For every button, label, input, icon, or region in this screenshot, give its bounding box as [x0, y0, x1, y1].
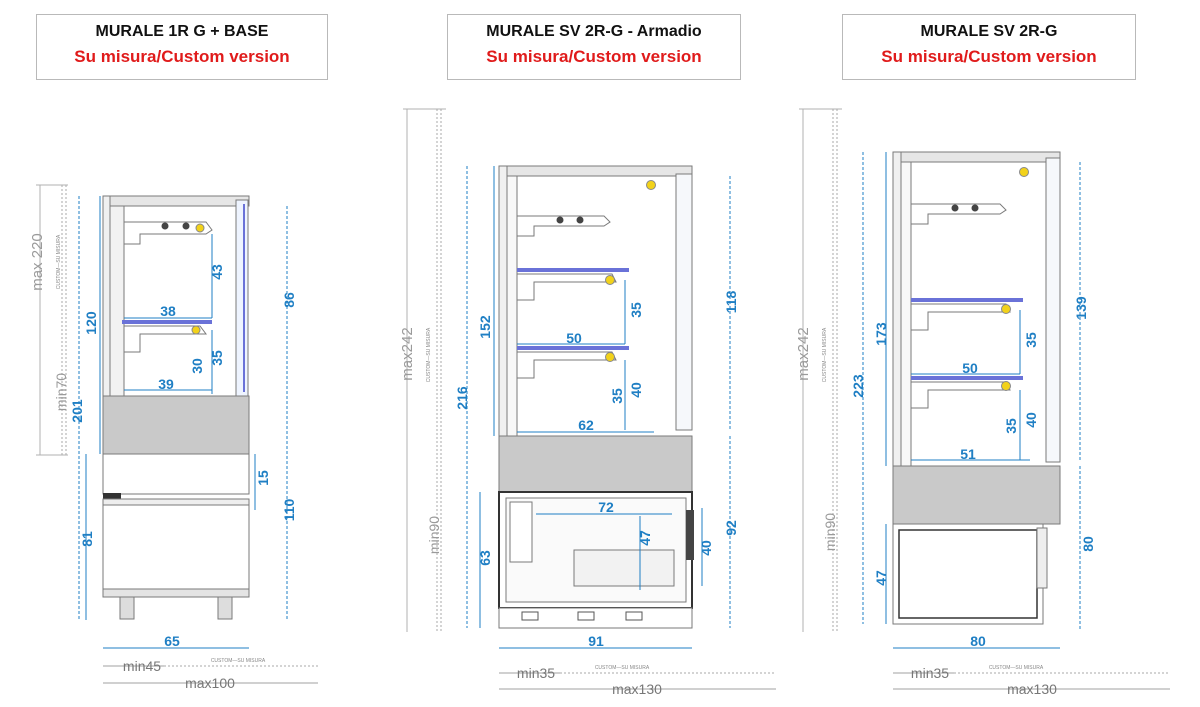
min-height-label: min70 — [53, 372, 69, 412]
dim-43: 43 — [209, 264, 225, 280]
lamp-icon — [1002, 305, 1011, 314]
dim-35: 35 — [209, 350, 225, 366]
dim-40: 40 — [1023, 412, 1039, 428]
lamp-fixture — [183, 223, 190, 230]
shelf-bracket — [517, 352, 616, 378]
stand-leg — [120, 597, 134, 619]
min-height-label: min90 — [822, 512, 838, 552]
door-handle — [686, 510, 694, 560]
custom-horizontal-label: CUSTOM—SU MISURA — [210, 658, 266, 664]
cabinet-side — [893, 152, 901, 466]
stand-shelf — [103, 499, 249, 505]
custom-vertical-label: CUSTOM—SU MISURA — [822, 327, 828, 383]
front-glass — [236, 200, 248, 396]
min-width-label: min35 — [516, 665, 556, 681]
cabinet-back — [901, 162, 911, 466]
compressor-unit — [574, 550, 674, 586]
dim-65: 65 — [164, 633, 180, 649]
panel-2-title: MURALE SV 2R-G - Armadio — [486, 23, 702, 40]
plinth-foot — [578, 612, 594, 620]
stand-leg — [218, 597, 232, 619]
dim-80-width: 80 — [970, 633, 986, 649]
plinth-foot — [522, 612, 538, 620]
panel-1-subtitle: Su misura/Custom version — [74, 47, 290, 66]
dim-35b: 35 — [609, 388, 625, 404]
dim-40b: 40 — [698, 540, 714, 556]
cabinet-back — [110, 206, 124, 396]
shelf-bracket — [911, 304, 1010, 330]
dim-152: 152 — [477, 315, 493, 339]
dim-35a: 35 — [1023, 332, 1039, 348]
dim-81: 81 — [79, 531, 95, 547]
dim-91: 91 — [588, 633, 604, 649]
front-glass — [676, 174, 692, 430]
dim-63: 63 — [477, 550, 493, 566]
cabinet-top — [103, 196, 249, 206]
dim-92: 92 — [723, 520, 739, 536]
dim-118: 118 — [723, 290, 739, 314]
panel-3-drawing — [795, 109, 1170, 697]
stand-box — [103, 505, 249, 595]
lamp-fixture — [577, 217, 584, 224]
dim-139: 139 — [1073, 296, 1089, 320]
panel-1-drawing — [29, 185, 318, 691]
dim-40: 40 — [628, 382, 644, 398]
dim-51: 51 — [960, 446, 976, 462]
panel-3-subtitle: Su misura/Custom version — [881, 47, 1097, 66]
min-width-label: min45 — [122, 658, 162, 674]
glass-shelf — [517, 268, 629, 272]
dim-86: 86 — [281, 292, 297, 308]
dim-38: 38 — [160, 303, 176, 319]
dim-62: 62 — [578, 417, 594, 433]
dim-47: 47 — [873, 570, 889, 586]
dim-110: 110 — [281, 498, 297, 522]
panel-3-title: MURALE SV 2R-G — [920, 23, 1058, 40]
cabinet-top — [499, 166, 692, 176]
max-height-label: max242 — [399, 327, 416, 381]
stand-plinth — [103, 589, 249, 597]
dim-50: 50 — [566, 330, 582, 346]
dim-223: 223 — [850, 374, 866, 398]
dim-35a: 35 — [628, 302, 644, 318]
custom-vertical-label: CUSTOM—SU MISURA — [426, 327, 432, 383]
panel-1-title: MURALE 1R G + BASE — [95, 23, 269, 40]
dim-201: 201 — [69, 399, 85, 423]
lamp-fixture — [952, 205, 959, 212]
max-height-label: max 220 — [29, 233, 46, 291]
evaporator-coil — [510, 502, 532, 562]
panel-2-drawing — [399, 109, 776, 697]
glass-shelf — [911, 298, 1023, 302]
dim-15: 15 — [255, 470, 271, 486]
lamp-icon — [1020, 168, 1029, 177]
stand-top — [103, 454, 249, 494]
shelf-bracket — [517, 216, 610, 236]
max-width-label: max100 — [185, 675, 235, 691]
dim-72: 72 — [598, 499, 614, 515]
lamp-icon — [192, 326, 200, 334]
cabinet-side — [499, 166, 507, 436]
dim-30: 30 — [189, 358, 205, 374]
cabinet-back — [507, 176, 517, 436]
stand-side-panel — [1037, 528, 1047, 588]
dim-80-height: 80 — [1080, 536, 1096, 552]
dim-35b: 35 — [1003, 418, 1019, 434]
lamp-icon — [606, 353, 615, 362]
lamp-icon — [196, 224, 204, 232]
lamp-icon — [606, 276, 615, 285]
dim-120: 120 — [83, 311, 99, 335]
cabinet-top — [893, 152, 1060, 162]
front-glass — [1046, 158, 1060, 462]
max-height-label: max242 — [795, 327, 812, 381]
min-height-label: min90 — [426, 515, 442, 555]
max-width-label: max130 — [612, 681, 662, 697]
stand-inner — [899, 530, 1037, 618]
lamp-fixture — [162, 223, 169, 230]
dim-50: 50 — [962, 360, 978, 376]
plinth-foot — [626, 612, 642, 620]
custom-vertical-label: CUSTOM—SU MISURA — [56, 234, 62, 290]
shelf-bracket — [911, 204, 1006, 224]
lamp-icon — [647, 181, 656, 190]
custom-horizontal-label: CUSTOM—SU MISURA — [594, 665, 650, 671]
shelf-bracket — [517, 274, 616, 300]
refrigerated-base — [499, 436, 692, 492]
refrigerated-base — [103, 396, 249, 454]
panel-2-subtitle: Su misura/Custom version — [486, 47, 702, 66]
dim-173: 173 — [873, 322, 889, 346]
refrigerated-base — [893, 466, 1060, 524]
custom-horizontal-label: CUSTOM—SU MISURA — [988, 665, 1044, 671]
dim-39: 39 — [158, 376, 174, 392]
shelf-bracket — [911, 382, 1010, 408]
glass-shelf — [122, 320, 212, 324]
stand-drawer-handle — [103, 493, 121, 499]
glass-shelf — [911, 376, 1023, 380]
min-width-label: min35 — [910, 665, 950, 681]
lamp-fixture — [972, 205, 979, 212]
dim-216: 216 — [454, 386, 470, 410]
lamp-fixture — [557, 217, 564, 224]
glass-shelf — [517, 346, 629, 350]
dim-47: 47 — [637, 530, 653, 546]
lamp-icon — [1002, 382, 1011, 391]
max-width-label: max130 — [1007, 681, 1057, 697]
